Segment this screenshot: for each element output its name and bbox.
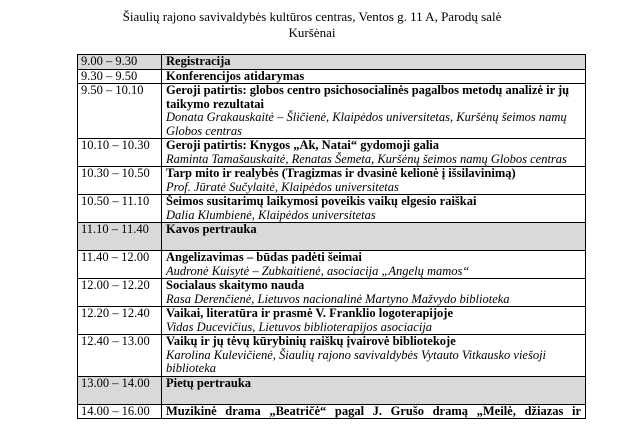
session-cell (162, 139, 586, 167)
session-speaker: Vidas Ducevičius, Lietuvos biblioterapijos asociacija (166, 319, 433, 334)
session-cell (162, 167, 586, 195)
schedule-row (78, 307, 586, 335)
session-title: Registracija (166, 54, 231, 68)
time-cell: 12.20 – 12.40 (78, 307, 162, 335)
time-cell: 9.50 – 10.10 (78, 84, 162, 139)
session-cell (162, 376, 586, 404)
session-title: Geroji patirtis: Knygos „Ak, Natai“ gydomoji galia (166, 138, 440, 152)
venue-line: Šiaulių rajono savivaldybės kultūros centras, Ventos g. 11 A, Parodų salė (122, 9, 502, 24)
session-speaker: Donata Grakauskaitė – Šličienė, Klaipėdos universitetas, Kuršėnų šeimos namų Globos centras (166, 110, 567, 138)
session-speaker: Prof. Jūratė Sučylaitė, Klaipėdos universitetas (166, 179, 399, 194)
schedule-row (78, 376, 586, 404)
schedule-row (78, 55, 586, 70)
session-cell (162, 307, 586, 335)
session-cell (162, 195, 586, 223)
schedule-row (78, 251, 586, 279)
time-cell: 13.00 – 14.00 (78, 376, 162, 404)
session-cell (162, 84, 586, 139)
schedule-row (78, 279, 586, 307)
session-title: Vaikai, literatūra ir prasmė V. Franklio logoterapijoje (166, 306, 454, 320)
session-title: Vaikų ir jų tėvų kūrybinių raiškų įvairovė bibliotekoje (166, 334, 456, 348)
session-speaker: Raminta Tamašauskaitė, Renatas Šemeta, Kuršėnų šeimos namų Globos centras (166, 151, 567, 166)
session-cell (162, 55, 586, 70)
schedule-row (78, 195, 586, 223)
document-header (0, 9, 624, 41)
time-cell: 9.00 – 9.30 (78, 55, 162, 70)
session-cell (162, 404, 586, 419)
time-cell: 14.00 – 16.00 (78, 404, 162, 419)
session-cell (162, 279, 586, 307)
time-cell: 12.00 – 12.20 (78, 279, 162, 307)
schedule-row (78, 167, 586, 195)
schedule-row (78, 139, 586, 167)
session-title: Šeimos susitarimų laikymosi poveikis vaikų elgesio raiškai (166, 194, 477, 208)
session-speaker: Karolina Kulevičienė, Šiaulių rajono savivaldybės Vytauto Vitkausko viešoji biblioteka (166, 347, 547, 375)
session-speaker: Rasa Derenčienė, Lietuvos nacionalinė Martyno Mažvydo biblioteka (166, 291, 510, 306)
time-cell: 10.50 – 11.10 (78, 195, 162, 223)
session-cell (162, 251, 586, 279)
time-cell: 11.10 – 11.40 (78, 223, 162, 251)
schedule-row (78, 84, 586, 139)
session-title: Konferencijos atidarymas (166, 68, 305, 83)
schedule-row (78, 69, 586, 84)
session-title: Muzikinė drama „Beatričė“ pagal J. Grušo dramą „Meilė, džiazas ir (166, 403, 581, 418)
time-cell: 11.40 – 12.00 (78, 251, 162, 279)
schedule-row (78, 223, 586, 251)
session-title: Tarp mito ir realybės (Tragizmas ir dvasinė kelionė į išsilavinimą) (166, 166, 516, 180)
session-title: Geroji patirtis: globos centro psichosocialinės pagalbos metodų analizė ir jų taikymo rezultatai (166, 83, 570, 111)
session-title: Socialaus skaitymo nauda (166, 278, 305, 292)
session-cell (162, 69, 586, 84)
session-title: Pietų pertrauka (166, 375, 252, 390)
schedule-table (77, 54, 586, 419)
session-title: Kavos pertrauka (166, 222, 257, 236)
time-cell: 10.30 – 10.50 (78, 167, 162, 195)
session-speaker: Audronė Kuisytė – Zubkaitienė, asociacija „Angelų mamos“ (166, 263, 470, 278)
time-cell: 9.30 – 9.50 (78, 69, 162, 84)
session-title: Angelizavimas – būdas padėti šeimai (166, 250, 362, 264)
time-cell: 10.10 – 10.30 (78, 139, 162, 167)
session-cell (162, 223, 586, 251)
time-cell: 12.40 – 13.00 (78, 335, 162, 377)
session-speaker: Dalia Klumbienė, Klaipėdos universitetas (166, 207, 376, 222)
schedule-row (78, 335, 586, 377)
session-cell (162, 335, 586, 377)
city-line: Kuršėnai (288, 25, 336, 40)
schedule-row (78, 404, 586, 419)
